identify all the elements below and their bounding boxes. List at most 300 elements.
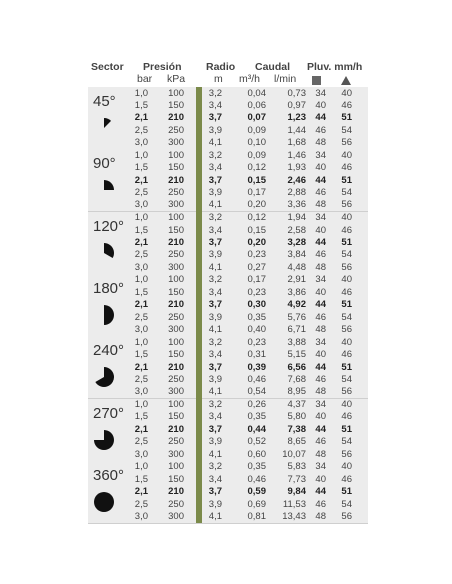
- m3h-cell: 0,04: [247, 87, 266, 99]
- bar-cell: 1,0: [134, 461, 148, 473]
- pluv-triangle-cell: 54: [341, 249, 352, 261]
- header-m: m: [214, 73, 223, 85]
- header-caudal: Caudal: [255, 61, 291, 73]
- pluv-triangle-cell: 56: [341, 199, 352, 211]
- pluv-square-cell: 34: [315, 212, 326, 224]
- m3h-cell: 0,20: [247, 199, 266, 211]
- pluv-square-cell: 44: [315, 236, 326, 248]
- lmin-cell: 10,07: [282, 448, 306, 460]
- radio-cell: 3,7: [208, 361, 222, 373]
- radio-cell: 4,1: [208, 324, 222, 335]
- radio-cell: 3,7: [208, 174, 222, 186]
- lmin-cell: 13,43: [282, 510, 306, 522]
- kpa-cell: 300: [168, 137, 184, 149]
- table-row: [88, 262, 368, 274]
- pluv-square-cell: 46: [315, 436, 326, 448]
- kpa-cell: 210: [168, 299, 184, 311]
- kpa-cell: 210: [168, 486, 184, 498]
- lmin-cell: 0,73: [287, 87, 306, 99]
- m3h-cell: 0,09: [247, 124, 266, 136]
- m3h-cell: 0,52: [247, 436, 266, 448]
- kpa-cell: 250: [168, 436, 184, 448]
- radio-cell: 3,7: [208, 236, 222, 248]
- kpa-cell: 100: [168, 149, 184, 161]
- radio-cell: 3,9: [208, 249, 222, 261]
- lmin-cell: 6,56: [287, 361, 306, 373]
- radio-cell: 3,9: [208, 373, 222, 385]
- pluv-square-cell: 46: [315, 498, 326, 510]
- table-row: [88, 212, 368, 224]
- kpa-cell: 250: [168, 498, 184, 510]
- radio-cell: 3,9: [208, 311, 222, 323]
- table-row: [88, 399, 368, 411]
- bar-cell: 1,5: [134, 99, 148, 111]
- pluv-square-cell: 34: [315, 87, 326, 99]
- sector-label: 45°: [93, 93, 116, 110]
- bar-cell: 2,5: [134, 498, 148, 510]
- lmin-cell: 3,86: [287, 286, 306, 298]
- pluv-square-cell: 40: [315, 286, 326, 298]
- pluv-square-cell: 48: [315, 386, 326, 398]
- bar-cell: 3,0: [134, 448, 148, 460]
- lmin-cell: 7,38: [287, 423, 306, 435]
- lmin-cell: 5,80: [287, 411, 306, 423]
- bar-cell: 1,5: [134, 473, 148, 485]
- radio-cell: 4,1: [208, 261, 222, 273]
- table-row: [88, 449, 368, 461]
- pluv-triangle-cell: 46: [341, 473, 352, 485]
- kpa-cell: 250: [168, 187, 184, 198]
- m3h-cell: 0,46: [247, 373, 266, 385]
- table-row: [88, 199, 368, 211]
- m3h-cell: 0,09: [247, 149, 266, 161]
- bar-cell: 3,0: [134, 324, 148, 335]
- pluv-square-cell: 48: [315, 137, 326, 149]
- lmin-cell: 1,68: [287, 137, 306, 149]
- bar-cell: 3,0: [134, 137, 148, 149]
- bar-cell: 1,5: [134, 286, 148, 298]
- table-row: [88, 187, 368, 199]
- pluv-square-cell: 46: [315, 311, 326, 323]
- kpa-cell: 150: [168, 411, 184, 423]
- lmin-cell: 7,73: [287, 473, 306, 485]
- kpa-cell: 210: [168, 423, 184, 435]
- radio-cell: 3,9: [208, 498, 222, 510]
- header-radio: Radio: [206, 61, 236, 73]
- m3h-cell: 0,15: [247, 224, 266, 236]
- pluv-square-cell: 40: [315, 411, 326, 423]
- m3h-cell: 0,44: [247, 423, 266, 435]
- table-row: [88, 312, 368, 324]
- radio-cell: 4,1: [208, 199, 222, 211]
- pluv-triangle-cell: 54: [341, 436, 352, 448]
- pluv-triangle-cell: 40: [341, 274, 352, 286]
- lmin-cell: 7,68: [287, 373, 306, 385]
- kpa-cell: 100: [168, 212, 184, 224]
- m3h-cell: 0,15: [247, 174, 266, 186]
- bar-cell: 1,0: [134, 212, 148, 224]
- pluv-square-cell: 46: [315, 124, 326, 136]
- pluv-triangle-cell: 56: [341, 261, 352, 273]
- lmin-cell: 6,71: [287, 324, 306, 335]
- pluv-triangle-cell: 51: [341, 423, 352, 435]
- triangle-icon: [341, 76, 351, 85]
- pluv-triangle-cell: 46: [341, 224, 352, 236]
- lmin-cell: 3,28: [287, 236, 306, 248]
- pluv-square-cell: 44: [315, 299, 326, 311]
- m3h-cell: 0,12: [247, 212, 266, 224]
- pluv-triangle-cell: 51: [341, 486, 352, 498]
- bar-cell: 2,5: [134, 249, 148, 261]
- m3h-cell: 0,69: [247, 498, 266, 510]
- lmin-cell: 1,94: [287, 212, 306, 224]
- lmin-cell: 5,15: [287, 349, 306, 361]
- pluv-square-cell: 44: [315, 361, 326, 373]
- radio-cell: 3,4: [208, 99, 222, 111]
- bar-cell: 2,5: [134, 311, 148, 323]
- kpa-cell: 150: [168, 349, 184, 361]
- pluv-square-cell: 48: [315, 261, 326, 273]
- table-row: [88, 349, 368, 361]
- table-row: [88, 411, 368, 423]
- bar-cell: 1,0: [134, 399, 148, 410]
- kpa-cell: 210: [168, 174, 184, 186]
- bar-cell: 2,1: [134, 486, 148, 498]
- header-m3h: m³/h: [239, 73, 260, 85]
- pluv-triangle-cell: 46: [341, 286, 352, 298]
- kpa-cell: 100: [168, 336, 184, 348]
- pluv-square-cell: 34: [315, 274, 326, 286]
- bar-cell: 3,0: [134, 261, 148, 273]
- pluv-triangle-cell: 40: [341, 149, 352, 161]
- m3h-cell: 0,54: [247, 386, 266, 398]
- pluv-square-cell: 40: [315, 349, 326, 361]
- m3h-cell: 0,12: [247, 162, 266, 174]
- pluv-triangle-cell: 56: [341, 324, 352, 335]
- header-bar: bar: [137, 73, 153, 85]
- table-row: [88, 125, 368, 137]
- kpa-cell: 150: [168, 162, 184, 174]
- pluv-square-cell: 34: [315, 461, 326, 473]
- pluv-triangle-cell: 56: [341, 448, 352, 460]
- table-row: [88, 474, 368, 486]
- table-row: [88, 150, 368, 162]
- lmin-cell: 4,48: [287, 261, 306, 273]
- m3h-cell: 0,27: [247, 261, 266, 273]
- pluv-triangle-cell: 51: [341, 174, 352, 186]
- bar-cell: 3,0: [134, 199, 148, 211]
- kpa-cell: 250: [168, 124, 184, 136]
- header-lmin: l/min: [274, 73, 297, 85]
- table-row: [88, 287, 368, 299]
- m3h-cell: 0,26: [247, 399, 266, 410]
- table-row: [88, 362, 368, 374]
- sector-label: 90°: [93, 155, 116, 173]
- lmin-cell: 1,93: [287, 162, 306, 174]
- radio-cell: 4,1: [208, 448, 222, 460]
- bar-cell: 1,0: [134, 87, 148, 99]
- m3h-cell: 0,23: [247, 336, 266, 348]
- lmin-cell: 4,37: [287, 399, 306, 410]
- table-row: [88, 424, 368, 436]
- pluv-triangle-cell: 40: [341, 87, 352, 99]
- m3h-cell: 0,59: [247, 486, 266, 498]
- radio-cell: 3,7: [208, 112, 222, 124]
- bar-cell: 3,0: [134, 510, 148, 522]
- radio-cell: 3,2: [208, 399, 222, 410]
- pluv-triangle-cell: 46: [341, 349, 352, 361]
- lmin-cell: 2,91: [287, 274, 306, 286]
- pluv-square-cell: 40: [315, 224, 326, 236]
- radio-cell: 3,9: [208, 124, 222, 136]
- kpa-cell: 210: [168, 236, 184, 248]
- lmin-cell: 11,53: [282, 498, 306, 510]
- bar-cell: 2,5: [134, 187, 148, 198]
- pluv-triangle-cell: 51: [341, 112, 352, 124]
- pluv-triangle-cell: 46: [341, 99, 352, 111]
- radio-cell: 3,4: [208, 411, 222, 423]
- header-kpa: kPa: [167, 73, 186, 85]
- m3h-cell: 0,46: [247, 473, 266, 485]
- kpa-cell: 300: [168, 448, 184, 460]
- pluv-square-cell: 48: [315, 510, 326, 522]
- pluv-square-cell: 48: [315, 448, 326, 460]
- bar-cell: 1,0: [134, 274, 148, 286]
- lmin-cell: 5,76: [287, 311, 306, 323]
- table-row: [88, 374, 368, 386]
- radio-cell: 4,1: [208, 137, 222, 149]
- pluv-triangle-cell: 54: [341, 187, 352, 198]
- pluv-square-cell: 40: [315, 473, 326, 485]
- table-row: [88, 137, 368, 149]
- bar-cell: 1,5: [134, 162, 148, 174]
- radio-cell: 3,9: [208, 436, 222, 448]
- lmin-cell: 3,84: [287, 249, 306, 261]
- kpa-cell: 100: [168, 461, 184, 473]
- pluv-triangle-cell: 40: [341, 336, 352, 348]
- kpa-cell: 100: [168, 87, 184, 99]
- kpa-cell: 250: [168, 311, 184, 323]
- table-row: [88, 112, 368, 124]
- pluv-triangle-cell: 40: [341, 399, 352, 410]
- pluv-square-cell: 46: [315, 373, 326, 385]
- radio-cell: 3,2: [208, 212, 222, 224]
- sector-label: 120°: [93, 217, 125, 235]
- radio-cell: 3,2: [208, 274, 222, 286]
- bar-cell: 2,1: [134, 299, 148, 311]
- sector-label: 360°: [93, 466, 125, 484]
- bar-cell: 1,5: [134, 224, 148, 236]
- radio-cell: 3,4: [208, 162, 222, 174]
- m3h-cell: 0,81: [247, 510, 266, 522]
- pluv-triangle-cell: 51: [341, 299, 352, 311]
- bar-cell: 3,0: [134, 386, 148, 398]
- header-presion: Presión: [143, 61, 182, 73]
- bar-cell: 1,0: [134, 149, 148, 161]
- table-row: [88, 337, 368, 349]
- pluv-square-cell: 48: [315, 199, 326, 211]
- kpa-cell: 250: [168, 249, 184, 261]
- bar-cell: 2,5: [134, 124, 148, 136]
- pluv-triangle-cell: 56: [341, 386, 352, 398]
- radio-cell: 3,7: [208, 423, 222, 435]
- kpa-cell: 300: [168, 199, 184, 211]
- pluv-triangle-cell: 56: [341, 137, 352, 149]
- kpa-cell: 100: [168, 399, 184, 410]
- lmin-cell: 9,84: [287, 486, 306, 498]
- sector-label: 180°: [93, 279, 125, 297]
- radio-cell: 4,1: [208, 510, 222, 522]
- radio-cell: 3,7: [208, 299, 222, 311]
- m3h-cell: 0,06: [247, 99, 266, 111]
- table-row: [88, 324, 368, 336]
- pluv-square-cell: 40: [315, 99, 326, 111]
- table-row: [88, 100, 368, 112]
- table-row: [88, 274, 368, 286]
- pluv-triangle-cell: 46: [341, 162, 352, 174]
- m3h-cell: 0,07: [247, 112, 266, 124]
- lmin-cell: 1,46: [287, 149, 306, 161]
- m3h-cell: 0,23: [247, 249, 266, 261]
- m3h-cell: 0,23: [247, 286, 266, 298]
- bar-cell: 2,1: [134, 361, 148, 373]
- radio-cell: 3,7: [208, 486, 222, 498]
- kpa-cell: 210: [168, 361, 184, 373]
- green-divider-bar: [196, 87, 202, 523]
- sector-label: 270°: [93, 404, 125, 422]
- m3h-cell: 0,17: [247, 187, 266, 198]
- pluv-square-cell: 34: [315, 149, 326, 161]
- pluv-triangle-cell: 54: [341, 498, 352, 510]
- radio-cell: 3,9: [208, 187, 222, 198]
- bar-cell: 2,5: [134, 373, 148, 385]
- kpa-cell: 150: [168, 286, 184, 298]
- pluv-square-cell: 34: [315, 399, 326, 410]
- table-row: [88, 88, 368, 100]
- pluv-square-cell: 44: [315, 112, 326, 124]
- radio-cell: 3,2: [208, 87, 222, 99]
- m3h-cell: 0,10: [247, 137, 266, 149]
- kpa-cell: 150: [168, 224, 184, 236]
- lmin-cell: 2,88: [287, 187, 306, 198]
- table-row: [88, 249, 368, 261]
- m3h-cell: 0,31: [247, 349, 266, 361]
- bar-cell: 2,5: [134, 436, 148, 448]
- pluv-square-cell: 48: [315, 324, 326, 335]
- radio-cell: 4,1: [208, 386, 222, 398]
- m3h-cell: 0,35: [247, 311, 266, 323]
- pluv-triangle-cell: 54: [341, 373, 352, 385]
- lmin-cell: 1,44: [287, 124, 306, 136]
- pluv-square-cell: 44: [315, 174, 326, 186]
- table-row: [88, 237, 368, 249]
- pluv-square-cell: 46: [315, 249, 326, 261]
- kpa-cell: 300: [168, 510, 184, 522]
- m3h-cell: 0,20: [247, 236, 266, 248]
- kpa-cell: 100: [168, 274, 184, 286]
- kpa-cell: 150: [168, 473, 184, 485]
- table-row: [88, 299, 368, 311]
- radio-cell: 3,2: [208, 336, 222, 348]
- header-sector: Sector: [91, 61, 124, 73]
- lmin-cell: 0,97: [287, 99, 306, 111]
- table-row: [88, 225, 368, 237]
- kpa-cell: 300: [168, 261, 184, 273]
- kpa-cell: 300: [168, 324, 184, 335]
- table-row: [88, 511, 368, 523]
- pluv-square-cell: 44: [315, 423, 326, 435]
- bar-cell: 2,1: [134, 423, 148, 435]
- bar-cell: 1,5: [134, 349, 148, 361]
- bar-cell: 1,5: [134, 411, 148, 423]
- pluv-triangle-cell: 56: [341, 510, 352, 522]
- table-row: [88, 175, 368, 187]
- bar-cell: 2,1: [134, 174, 148, 186]
- kpa-cell: 250: [168, 373, 184, 385]
- bar-cell: 2,1: [134, 236, 148, 248]
- table-row: [88, 162, 368, 174]
- lmin-cell: 3,36: [287, 199, 306, 211]
- lmin-cell: 2,46: [287, 174, 306, 186]
- pluv-triangle-cell: 40: [341, 461, 352, 473]
- lmin-cell: 3,88: [287, 336, 306, 348]
- header-pluv: Pluv. mm/h: [307, 61, 363, 73]
- lmin-cell: 8,65: [287, 436, 306, 448]
- radio-cell: 3,2: [208, 461, 222, 473]
- table-row: [88, 461, 368, 473]
- lmin-cell: 8,95: [287, 386, 306, 398]
- lmin-cell: 4,92: [287, 299, 306, 311]
- kpa-cell: 210: [168, 112, 184, 124]
- table-row: [88, 436, 368, 448]
- square-icon: [312, 76, 321, 85]
- radio-cell: 3,4: [208, 224, 222, 236]
- pluv-triangle-cell: 51: [341, 236, 352, 248]
- pluv-triangle-cell: 40: [341, 212, 352, 224]
- m3h-cell: 0,35: [247, 461, 266, 473]
- m3h-cell: 0,40: [247, 324, 266, 335]
- sector-label: 240°: [93, 342, 125, 360]
- kpa-cell: 150: [168, 99, 184, 111]
- table-row: [88, 486, 368, 498]
- m3h-cell: 0,17: [247, 274, 266, 286]
- kpa-cell: 300: [168, 386, 184, 398]
- lmin-cell: 1,23: [287, 112, 306, 124]
- pluv-square-cell: 34: [315, 336, 326, 348]
- pluv-square-cell: 46: [315, 187, 326, 198]
- radio-cell: 3,4: [208, 349, 222, 361]
- table-row: [88, 386, 368, 398]
- lmin-cell: 2,58: [287, 224, 306, 236]
- lmin-cell: 5,83: [287, 461, 306, 473]
- radio-cell: 3,2: [208, 149, 222, 161]
- m3h-cell: 0,60: [247, 448, 266, 460]
- bar-cell: 2,1: [134, 112, 148, 124]
- pluv-triangle-cell: 51: [341, 361, 352, 373]
- pluv-triangle-cell: 54: [341, 311, 352, 323]
- table-row: [88, 499, 368, 511]
- pluv-triangle-cell: 54: [341, 124, 352, 136]
- pluv-square-cell: 40: [315, 162, 326, 174]
- pluv-triangle-cell: 46: [341, 411, 352, 423]
- pluv-square-cell: 44: [315, 486, 326, 498]
- m3h-cell: 0,30: [247, 299, 266, 311]
- radio-cell: 3,4: [208, 473, 222, 485]
- m3h-cell: 0,35: [247, 411, 266, 423]
- m3h-cell: 0,39: [247, 361, 266, 373]
- bar-cell: 1,0: [134, 336, 148, 348]
- radio-cell: 3,4: [208, 286, 222, 298]
